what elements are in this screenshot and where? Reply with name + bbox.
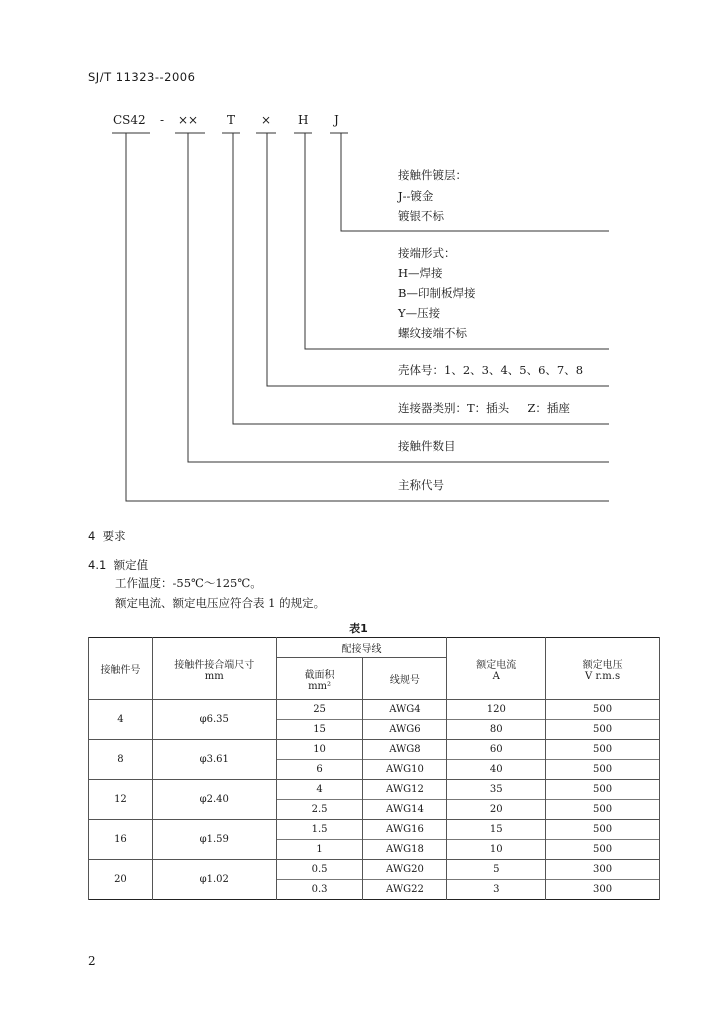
cell-gauge: AWG18: [363, 840, 447, 860]
code-dash: -: [160, 113, 165, 127]
cell-current: 120: [447, 700, 546, 720]
header-area: 截面积 mm²: [276, 658, 363, 700]
cell-end-size: φ3.61: [152, 740, 276, 780]
cell-current: 40: [447, 760, 546, 780]
shell-sizes: 壳体号：1、2、3、4、5、6、7、8: [398, 363, 584, 377]
table-row: [89, 860, 660, 880]
cell-area: 10: [276, 740, 363, 760]
termination-pcb: B—印制板焊接: [398, 286, 476, 300]
code-type: T: [227, 113, 236, 127]
table-body: [89, 700, 660, 900]
cell-contact-no: 20: [89, 860, 153, 900]
cell-current: 15: [447, 820, 546, 840]
cell-voltage: 500: [546, 720, 660, 740]
cell-current: 5: [447, 860, 546, 880]
cell-gauge: AWG4: [363, 700, 447, 720]
cell-end-size: φ6.35: [152, 700, 276, 740]
table-caption: 表1: [349, 622, 368, 635]
cell-area: 1.5: [276, 820, 363, 840]
cell-current: 35: [447, 780, 546, 800]
cell-current: 10: [447, 840, 546, 860]
header-gauge: 线规号: [363, 658, 447, 700]
header-voltage: 额定电压 V r.m.s: [546, 638, 660, 700]
section-4-1-title: 4.1 额定值: [88, 558, 149, 572]
termination-screw: 螺纹接端不标: [398, 326, 467, 340]
header-wire: 配接导线: [276, 638, 447, 658]
code-contact-count: ××: [178, 113, 199, 127]
cell-current: 20: [447, 800, 546, 820]
cell-voltage: 500: [546, 840, 660, 860]
code-main: CS42: [113, 113, 146, 127]
cell-area: 2.5: [276, 800, 363, 820]
contact-count-label: 接触件数目: [398, 439, 456, 453]
plating-title: 接触件镀层：: [398, 168, 467, 182]
cell-gauge: AWG8: [363, 740, 447, 760]
cell-voltage: 500: [546, 780, 660, 800]
main-code-label: 主称代号: [398, 478, 444, 492]
section-4-title: 4 要求: [88, 529, 126, 543]
table-row: [89, 740, 660, 760]
cell-gauge: AWG16: [363, 820, 447, 840]
cell-area: 1: [276, 840, 363, 860]
header-current: 额定电流 A: [447, 638, 546, 700]
cell-voltage: 300: [546, 860, 660, 880]
cell-end-size: φ1.02: [152, 860, 276, 900]
code-termination: H: [298, 113, 309, 127]
cell-gauge: AWG12: [363, 780, 447, 800]
cell-gauge: AWG22: [363, 880, 447, 900]
cell-current: 3: [447, 880, 546, 900]
cell-contact-no: 4: [89, 700, 153, 740]
cell-area: 15: [276, 720, 363, 740]
cell-gauge: AWG20: [363, 860, 447, 880]
page-number: 2: [88, 954, 96, 968]
cell-area: 0.3: [276, 880, 363, 900]
cell-area: 0.5: [276, 860, 363, 880]
cell-area: 4: [276, 780, 363, 800]
cell-voltage: 500: [546, 740, 660, 760]
cell-end-size: φ2.40: [152, 780, 276, 820]
termination-title: 接端形式：: [398, 246, 456, 260]
connector-type: 连接器类别：T：插头 Z：插座: [398, 401, 570, 415]
cell-end-size: φ1.59: [152, 820, 276, 860]
code-plating: J: [334, 113, 339, 127]
rating-table: [88, 637, 660, 900]
operating-temperature: 工作温度：-55℃～125℃。: [115, 576, 262, 590]
table-row: [89, 820, 660, 840]
cell-voltage: 500: [546, 820, 660, 840]
code-shell: ×: [261, 113, 272, 127]
cell-voltage: 500: [546, 800, 660, 820]
cell-current: 60: [447, 740, 546, 760]
cell-contact-no: 8: [89, 740, 153, 780]
cell-area: 6: [276, 760, 363, 780]
table-row: [89, 700, 660, 720]
header-end-size: 接触件接合端尺寸 mm: [152, 638, 276, 700]
cell-contact-no: 16: [89, 820, 153, 860]
cell-voltage: 500: [546, 700, 660, 720]
cell-gauge: AWG14: [363, 800, 447, 820]
table-row: [89, 780, 660, 800]
cell-voltage: 500: [546, 760, 660, 780]
rating-statement: 额定电流、额定电压应符合表 1 的规定。: [115, 596, 326, 610]
header-contact-no: 接触件号: [89, 638, 153, 700]
cell-gauge: AWG6: [363, 720, 447, 740]
plating-gold: J--镀金: [398, 189, 434, 203]
termination-crimp: Y—压接: [398, 306, 441, 320]
cell-voltage: 300: [546, 880, 660, 900]
cell-current: 80: [447, 720, 546, 740]
termination-solder: H—焊接: [398, 266, 443, 280]
plating-silver: 镀银不标: [398, 209, 444, 223]
cell-area: 25: [276, 700, 363, 720]
document-id: SJ/T 11323--2006: [88, 70, 196, 84]
cell-gauge: AWG10: [363, 760, 447, 780]
cell-contact-no: 12: [89, 780, 153, 820]
